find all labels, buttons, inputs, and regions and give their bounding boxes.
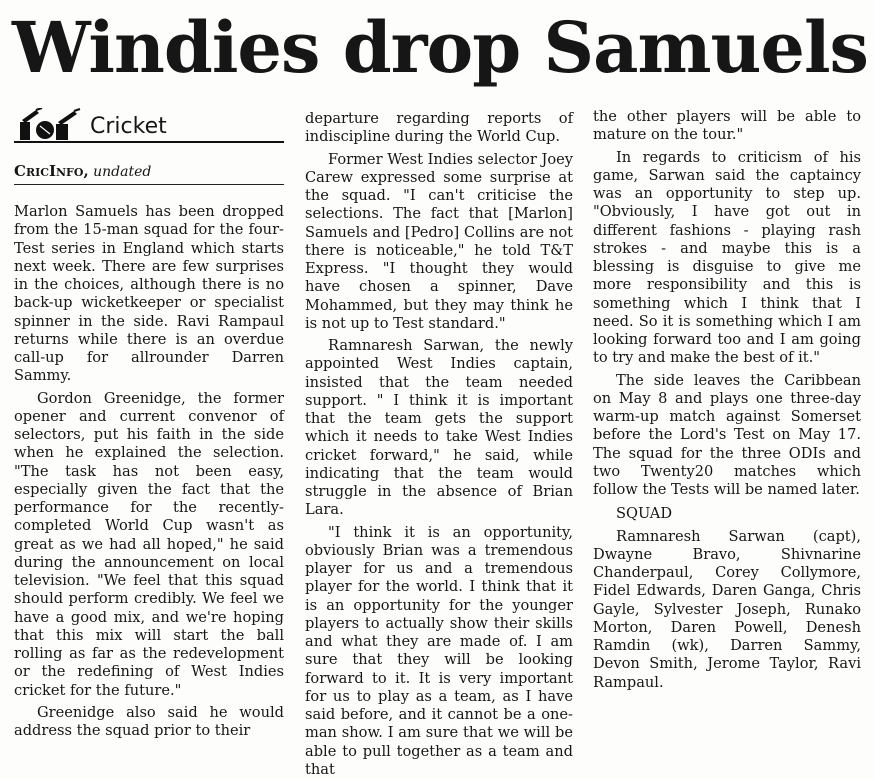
paragraph: the other players will be able to mature on the tour.": [593, 108, 861, 145]
column-1: [14, 108, 284, 740]
paragraph: The side leaves the Caribbean on May 8 and plays one three-day warm-up match against Somerset before the Lord's Test on May 17. The squad for the three ODIs and two Twenty20 matches which follow the Tests will be named later.: [593, 372, 861, 500]
paragraph: In regards to criticism of his game, Sarwan said the captaincy was an opportunity to step up. "Obviously, I have got out in different fashions - playing rash strokes - and maybe this is a blessing is disguise to give me more responsibility and this is something which I think that I need. So it is something which I am looking forward too and I am going to try and make the best of it.": [593, 149, 861, 368]
squad-list: Ramnaresh Sarwan (capt), Dwayne Bravo, Shivnarine Chanderpaul, Corey Collymore, Fidel Edwards, Daren Ganga, Chris Gayle, Sylvester Joseph, Runako Morton, Daren Powell, Denesh Ramdin (wk), Darren Sammy, Devon Smith, Jerome Taylor, Ravi Rampaul.: [593, 528, 861, 692]
paragraph: Former West Indies selector Joey Carew expressed some surprise at the squad. "I can't criticise the selections. The fact that [Marlon] Samuels and [Pedro] Collins are not there is noticeable," he told T&T Express. "I thought they would have chosen a spinner, Dave Mohammed, but they may think he is not up to Test standard.": [305, 151, 573, 334]
byline: [14, 161, 284, 183]
paragraph: Greenidge also said he would address the squad prior to their: [14, 704, 284, 741]
paragraph: Gordon Greenidge, the former opener and current convenor of selectors, put his faith in the side when he explained the selection. "The task has not been easy, especially given the fact that the performance for the recently-completed World Cup wasn't as great as we had all hoped," he said during the announcement on local television. "We feel that this squad should perform credibly. We feel we have a good mix, and we're hoping that this mix will start the ball rolling as far as the redevelopment or the redefining of West Indies cricket for the future.": [14, 390, 284, 700]
cricket-bats-ball-icon: [16, 108, 88, 142]
column-1-body: [14, 203, 284, 740]
column-2: [305, 110, 573, 779]
paragraph: "I think it is an opportunity, obviously Brian was a tremendous player for us and a tremendous player for the world. I think that it is an opportunity for the younger players to actually show their skills and what they are made of. I am sure that they will be looking forward to it. It is very important for us to play as a team, as I have said before, and it cannot be a one-man show. I am sure that we will be able to pull together as a team and that: [305, 524, 573, 779]
byline-source: CricInfo,: [14, 162, 89, 180]
headline: Windies drop Samuels: [12, 2, 862, 94]
paragraph: Ramnaresh Sarwan, the newly appointed West Indies captain, insisted that the team needed support. " I think it is important that the team gets the support which it needs to take West Indies cricket forward," he said, while indicating that the team would struggle in the absence of Brian Lara.: [305, 337, 573, 520]
byline-date: undated: [93, 164, 151, 180]
column-3: [593, 108, 861, 692]
paragraph: departure regarding reports of indiscipline during the World Cup.: [305, 110, 573, 147]
squad-heading: SQUAD: [593, 505, 861, 523]
section-rule: [14, 141, 284, 143]
section-header: [14, 108, 284, 144]
paragraph: Marlon Samuels has been dropped from the 15-man squad for the four-Test series in England which starts next week. There are few surprises in the choices, although there is no back-up wicketkeeper or specialist spinner in the side. Ravi Rampaul returns while there is an overdue call-up for allrounder Darren Sammy.: [14, 203, 284, 386]
section-label: Cricket: [90, 114, 167, 140]
